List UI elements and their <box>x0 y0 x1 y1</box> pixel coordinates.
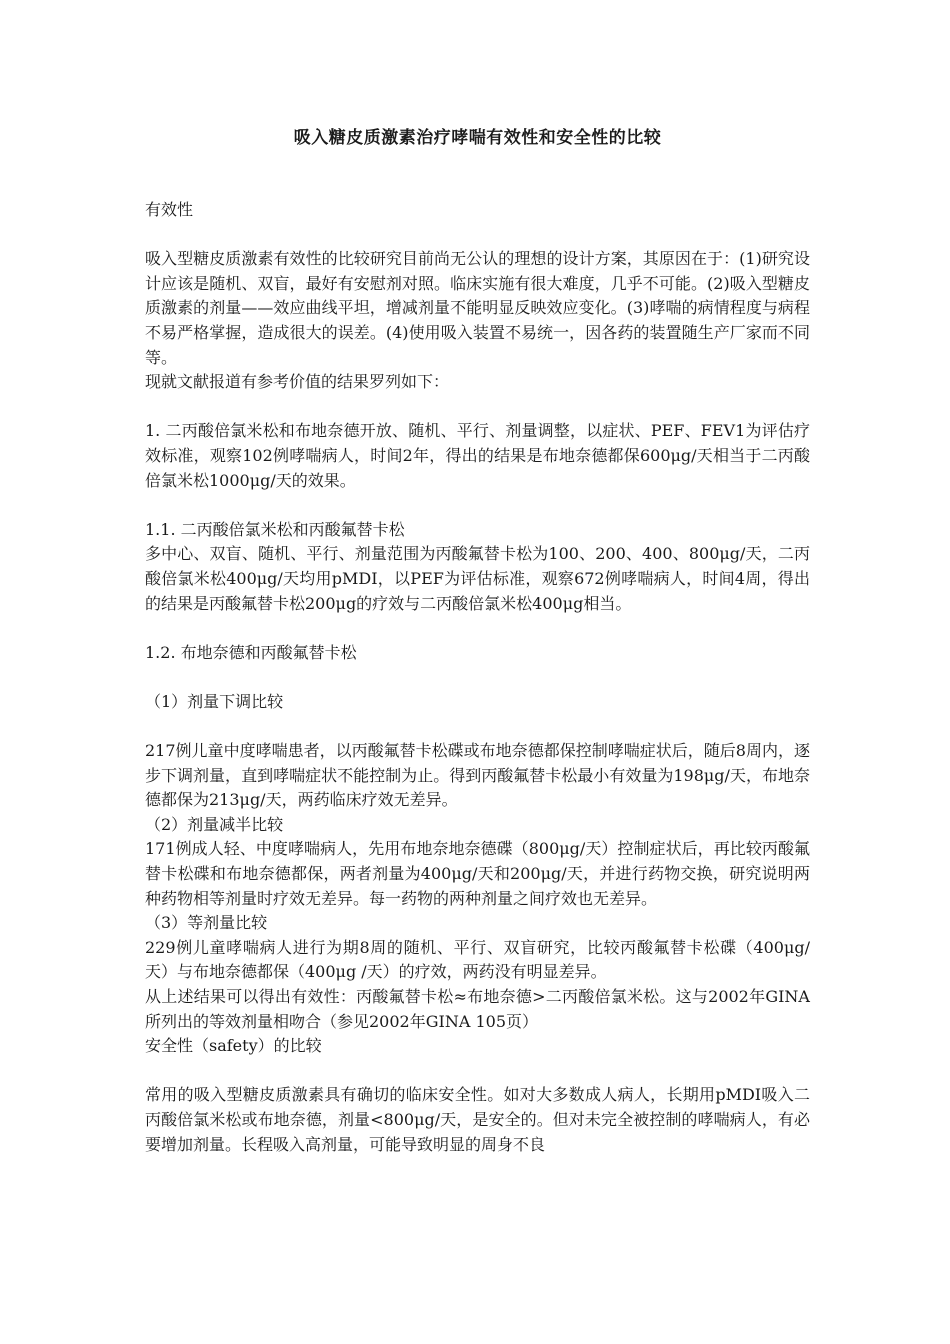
subsection-1-paragraph: 217例儿童中度哮喘患者，以丙酸氟替卡松碟或布地奈德都保控制哮喘症状后，随后8周内，逐步下调剂量，直到哮喘症状不能控制为止。得到丙酸氟替卡松最小有效量为198μg/天，布地奈德都保为213μg/天，两药临床疗效无差异。 <box>145 741 810 810</box>
item-1-paragraph: 1. 二丙酸倍氯米松和布地奈德开放、随机、平行、剂量调整，以症状、PEF、FEV1为评估疗效标准，观察102例哮喘病人，时间2年，得出的结果是布地奈德都保600μg/天相当于二丙酸倍氯米松1000μg/天的效果。 <box>145 421 810 490</box>
section-heading-effectiveness: 有效性 <box>145 200 194 219</box>
intro-paragraph: 吸入型糖皮质激素有效性的比较研究目前尚无公认的理想的设计方案，其原因在于：(1)研究设计应该是随机、双盲，最好有安慰剂对照。临床实施有很大难度，几乎不可能。(2)吸入型糖皮质激素的剂量——效应曲线平坦，增减剂量不能明显反映效应变化。(3)哮喘的病情程度与病程不易严格掌握，造成很大的误差。(4)使用吸入装置不易统一，因各药的装置随生产厂家而不同等。 <box>145 249 810 367</box>
section-heading-safety: 安全性（safety）的比较 <box>145 1036 322 1056</box>
item-1-1-heading: 1.1. 二丙酸倍氯米松和丙酸氟替卡松 <box>145 519 405 539</box>
subsection-3-paragraph: 229例儿童哮喘病人进行为期8周的随机、平行、双盲研究，比较丙酸氟替卡松碟（400μg/天）与布地奈德都保（400μg /天）的疗效，两药没有明显差异。 <box>145 937 810 982</box>
safety-paragraph: 常用的吸入型糖皮质激素具有确切的临床安全性。如对大多数成人病人，长期用pMDI吸入二丙酸倍氯米松或布地奈德，剂量<800μg/天，是安全的。但对未完全被控制的哮喘病人，有必要增加剂量。长程吸入高剂量，可能导致明显的周身不良 <box>145 1085 810 1154</box>
document-body <box>145 198 810 1157</box>
paragraph-gap <box>145 493 810 518</box>
subsection-3-heading: （3）等剂量比较 <box>145 913 268 933</box>
item-1-1-paragraph: 多中心、双盲、随机、平行、剂量范围为丙酸氟替卡松为100、200、400、800μg/天，二丙酸倍氯米松400μg/天均用pMDI，以PEF为评估标准，观察672例哮喘病人，时间4周，得出的结果是丙酸氟替卡松200μg的疗效与二丙酸倍氯米松400μg相当。 <box>145 544 810 613</box>
item-1-2-heading: 1.2. 布地奈德和丙酸氟替卡松 <box>145 642 357 662</box>
subsection-2-heading: （2）剂量减半比较 <box>145 814 284 834</box>
subsection-2-paragraph: 171例成人轻、中度哮喘病人，先用布地奈地奈德碟（800μg/天）控制症状后，再比较丙酸氟替卡松碟和布地奈德都保，两者剂量为400μg/天和200μg/天，并进行药物交换，研究说明两种药物相等剂量时疗效无差异。每一药物的两种剂量之间疗效也无差异。 <box>145 839 810 908</box>
subsection-1-heading: （1）剂量下调比较 <box>145 691 284 711</box>
intro-list-lead: 现就文献报道有参考价值的结果罗列如下： <box>145 372 450 392</box>
paragraph-gap <box>145 223 810 248</box>
paragraph-gap <box>145 714 810 739</box>
paragraph-gap <box>145 665 810 690</box>
paragraph-gap <box>145 616 810 641</box>
conclusion-paragraph: 从上述结果可以得出有效性：丙酸氟替卡松≈布地奈德>二丙酸倍氯米松。这与2002年GINA所列出的等效剂量相吻合（参见2002年GINA 105页） <box>145 987 810 1031</box>
paragraph-gap <box>145 395 810 420</box>
paragraph-gap <box>145 1059 810 1084</box>
document-title: 吸入糖皮质激素治疗哮喘有效性和安全性的比较 <box>293 128 662 148</box>
